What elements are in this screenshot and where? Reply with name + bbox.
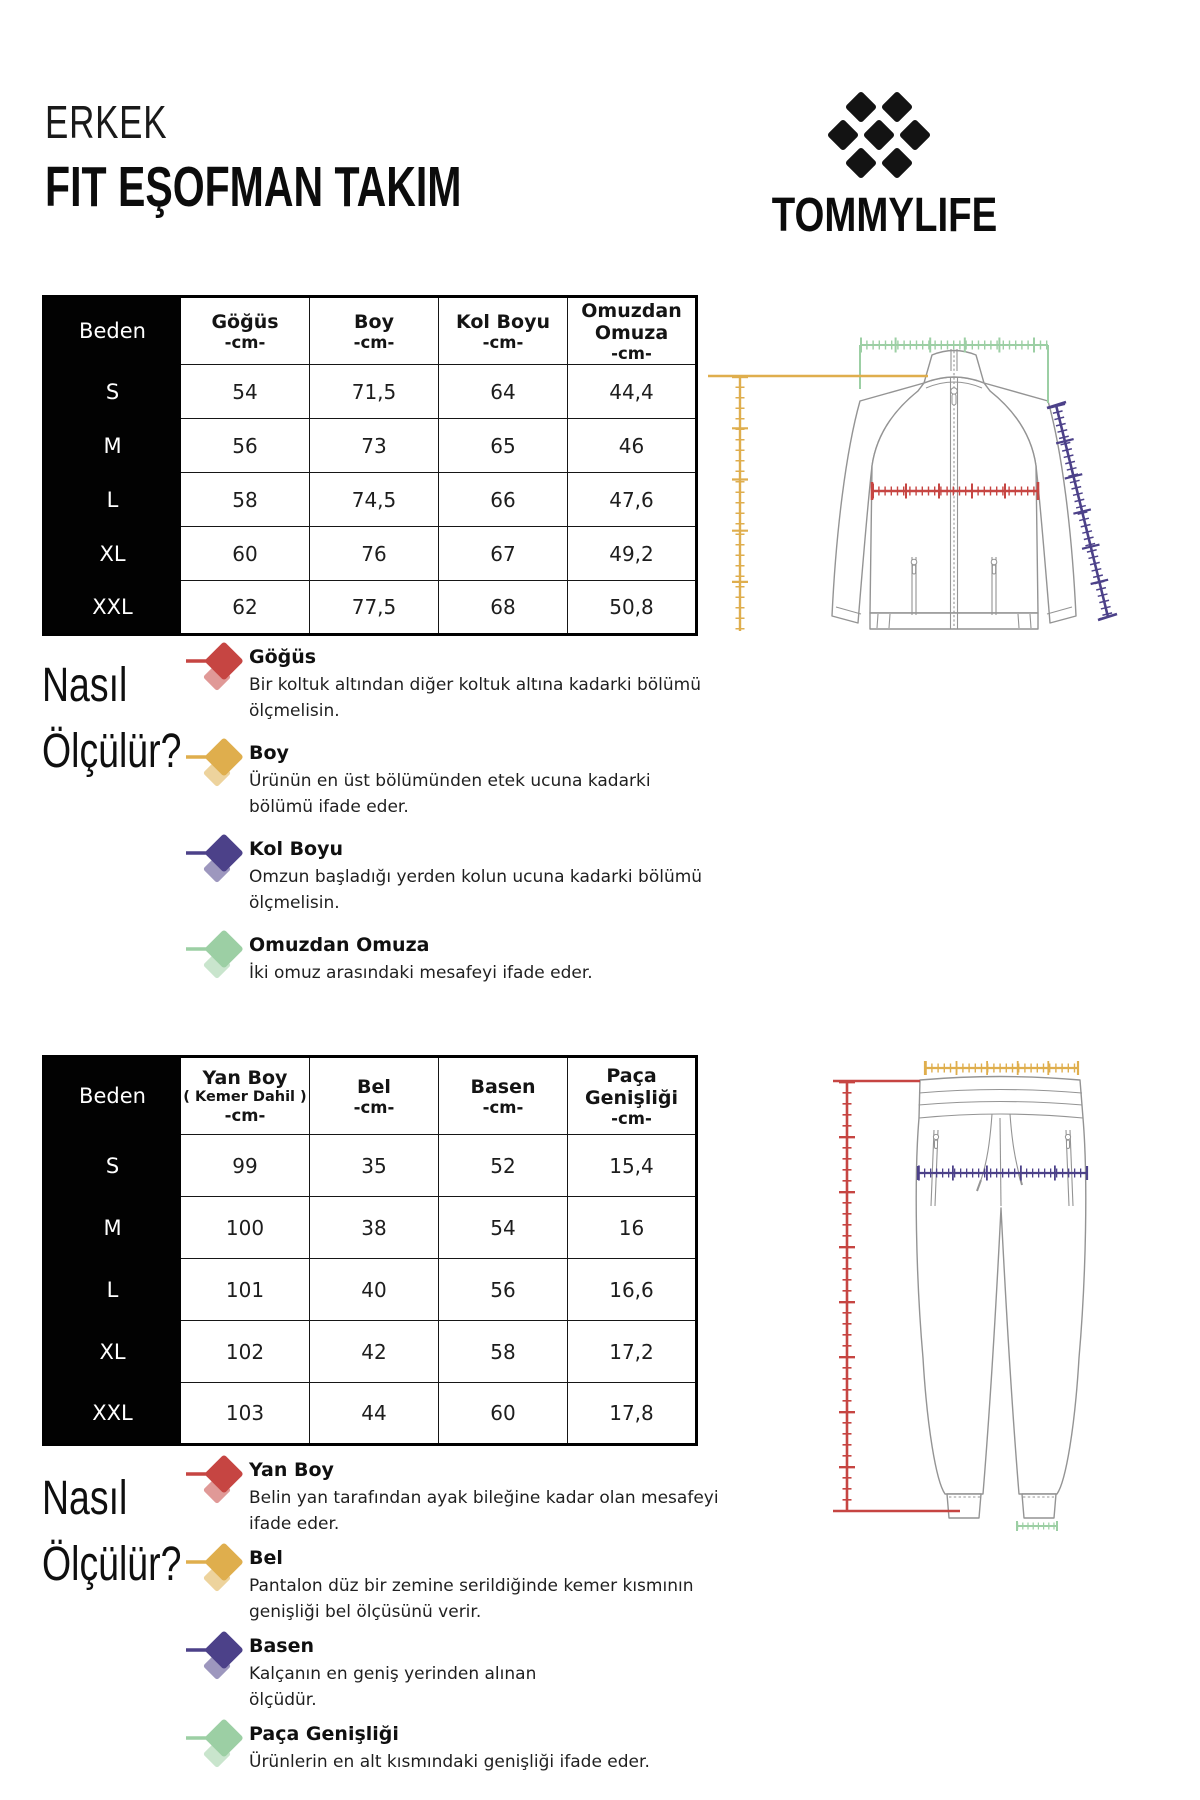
measure-guide-item <box>185 645 782 724</box>
table-row <box>44 1197 697 1259</box>
jacket-diagram <box>700 331 1140 641</box>
measure-desc: Belin yan tarafından ayak bileğine kadar olan mesafeyi ifade eder. <box>249 1488 719 1534</box>
measure-name: Bel <box>249 1547 283 1569</box>
column-header-chest: Göğüs -cm- <box>181 297 310 365</box>
size-label: XXL <box>44 581 181 635</box>
cell-value: 35 <box>310 1135 439 1197</box>
measure-desc: Bir koltuk altından diğer koltuk altına kadarki bölümü ölçmelisin. <box>249 675 702 721</box>
cell-value: 68 <box>439 581 568 635</box>
cell-value: 99 <box>181 1135 310 1197</box>
cell-value: 52 <box>439 1135 568 1197</box>
cell-value: 54 <box>439 1197 568 1259</box>
column-header-length: Boy -cm- <box>310 297 439 365</box>
cell-value: 16 <box>568 1197 697 1259</box>
table-row <box>44 581 697 635</box>
cell-value: 60 <box>439 1383 568 1445</box>
diamond-marker-icon <box>185 1540 249 1596</box>
table-row <box>44 1259 697 1321</box>
cell-value: 67 <box>439 527 568 581</box>
pants-measure-guide <box>42 1458 782 1775</box>
cell-value: 40 <box>310 1259 439 1321</box>
diamond-marker-icon <box>185 927 249 983</box>
size-label: L <box>44 1259 181 1321</box>
cell-value: 17,8 <box>568 1383 697 1445</box>
cell-value: 54 <box>181 365 310 419</box>
measure-desc: Pantalon düz bir zemine serildiğinde kemer kısmının genişliği bel ölçüsünü verir. <box>249 1576 694 1622</box>
page-title-product: FIT EŞOFMAN TAKIM <box>45 155 462 219</box>
cell-value: 103 <box>181 1383 310 1445</box>
cell-value: 71,5 <box>310 365 439 419</box>
cell-value: 100 <box>181 1197 310 1259</box>
measure-name: Yan Boy <box>249 1459 334 1481</box>
brand-logo <box>745 86 1013 243</box>
cell-value: 77,5 <box>310 581 439 635</box>
measure-guide-item <box>185 1634 782 1713</box>
cell-value: 50,8 <box>568 581 697 635</box>
cell-value: 47,6 <box>568 473 697 527</box>
diamond-marker-icon <box>185 831 249 887</box>
size-label: L <box>44 473 181 527</box>
cell-value: 38 <box>310 1197 439 1259</box>
measure-desc: Omzun başladığı yerden kolun ucuna kadarki bölümü ölçmelisin. <box>249 867 703 913</box>
measure-guide-item <box>185 837 782 916</box>
cell-value: 66 <box>439 473 568 527</box>
cell-value: 102 <box>181 1321 310 1383</box>
size-label: XXL <box>44 1383 181 1445</box>
diamond-marker-icon <box>185 735 249 791</box>
jacket-size-table-wrap <box>42 295 698 636</box>
diamond-marker-icon <box>185 1628 249 1684</box>
corner-header: Beden <box>44 297 181 365</box>
table-row <box>44 527 697 581</box>
measure-desc: Ürünün en üst bölümünden etek ucuna kadarki bölümü ifade eder. <box>249 771 651 817</box>
header-row <box>44 1057 697 1135</box>
measure-name: Göğüs <box>249 646 317 668</box>
leg-opening-ruler <box>1017 1521 1057 1531</box>
measure-desc: Ürünlerin en alt kısmındaki genişliği ifade eder. <box>249 1752 650 1772</box>
cell-value: 62 <box>181 581 310 635</box>
cell-value: 44,4 <box>568 365 697 419</box>
size-label: M <box>44 1197 181 1259</box>
measure-name: Omuzdan Omuza <box>249 934 430 956</box>
size-label: S <box>44 1135 181 1197</box>
table-row <box>44 473 697 527</box>
cell-value: 73 <box>310 419 439 473</box>
cell-value: 65 <box>439 419 568 473</box>
cell-value: 58 <box>181 473 310 527</box>
waist-ruler <box>925 1061 1078 1075</box>
table-row <box>44 365 697 419</box>
diamond-marker-icon <box>185 1452 249 1508</box>
pants-diagram <box>820 1048 1150 1548</box>
diamond-marker-icon <box>185 1716 249 1772</box>
pants-size-table-wrap <box>42 1055 698 1446</box>
measure-name: Kol Boyu <box>249 838 344 860</box>
table-row <box>44 1321 697 1383</box>
measure-guide-item <box>185 1722 782 1775</box>
cell-value: 44 <box>310 1383 439 1445</box>
size-label: XL <box>44 527 181 581</box>
measure-desc: İki omuz arasındaki mesafeyi ifade eder. <box>249 963 593 983</box>
measure-desc: Kalçanın en geniş yerinden alınan ölçüdür. <box>249 1664 537 1710</box>
pants-size-table <box>42 1055 698 1446</box>
size-label: M <box>44 419 181 473</box>
cell-value: 58 <box>439 1321 568 1383</box>
measure-guide-item <box>185 741 782 820</box>
measure-guide-item <box>185 1546 782 1625</box>
cell-value: 49,2 <box>568 527 697 581</box>
column-header-sidelength: Yan Boy ( Kemer Dahil ) -cm- <box>181 1057 310 1135</box>
brand-name: TOMMYLIFE <box>771 189 998 242</box>
column-header-sleeve: Kol Boyu -cm- <box>439 297 568 365</box>
page-title <box>45 96 623 218</box>
cell-value: 60 <box>181 527 310 581</box>
cell-value: 46 <box>568 419 697 473</box>
cell-value: 76 <box>310 527 439 581</box>
table-row <box>44 419 697 473</box>
table-row <box>44 1383 697 1445</box>
page-title-gender: ERKEK <box>45 96 168 148</box>
guide-title: Nasıl Ölçülür? <box>42 659 182 778</box>
measure-name: Basen <box>249 1635 315 1657</box>
measure-guide-item <box>185 933 782 986</box>
corner-header: Beden <box>44 1057 181 1135</box>
cell-value: 74,5 <box>310 473 439 527</box>
size-label: XL <box>44 1321 181 1383</box>
diamond-marker-icon <box>185 639 249 695</box>
cell-value: 56 <box>181 419 310 473</box>
cell-value: 42 <box>310 1321 439 1383</box>
cell-value: 16,6 <box>568 1259 697 1321</box>
guide-title: Nasıl Ölçülür? <box>42 1472 182 1591</box>
size-label: S <box>44 365 181 419</box>
measure-name: Boy <box>249 742 289 764</box>
brand-diamonds-icon <box>813 86 945 184</box>
cell-value: 15,4 <box>568 1135 697 1197</box>
measure-name: Paça Genişliği <box>249 1723 399 1745</box>
cell-value: 64 <box>439 365 568 419</box>
column-header-hip: Basen -cm- <box>439 1057 568 1135</box>
cell-value: 101 <box>181 1259 310 1321</box>
jacket-size-table <box>42 295 698 636</box>
cell-value: 56 <box>439 1259 568 1321</box>
header-row <box>44 297 697 365</box>
column-header-legopening: Paça Genişliği -cm- <box>568 1057 697 1135</box>
column-header-shoulder: Omuzdan Omuza -cm- <box>568 297 697 365</box>
cell-value: 17,2 <box>568 1321 697 1383</box>
column-header-waist: Bel -cm- <box>310 1057 439 1135</box>
table-row <box>44 1135 697 1197</box>
jacket-measure-guide <box>42 645 782 986</box>
measure-guide-item <box>185 1458 782 1537</box>
